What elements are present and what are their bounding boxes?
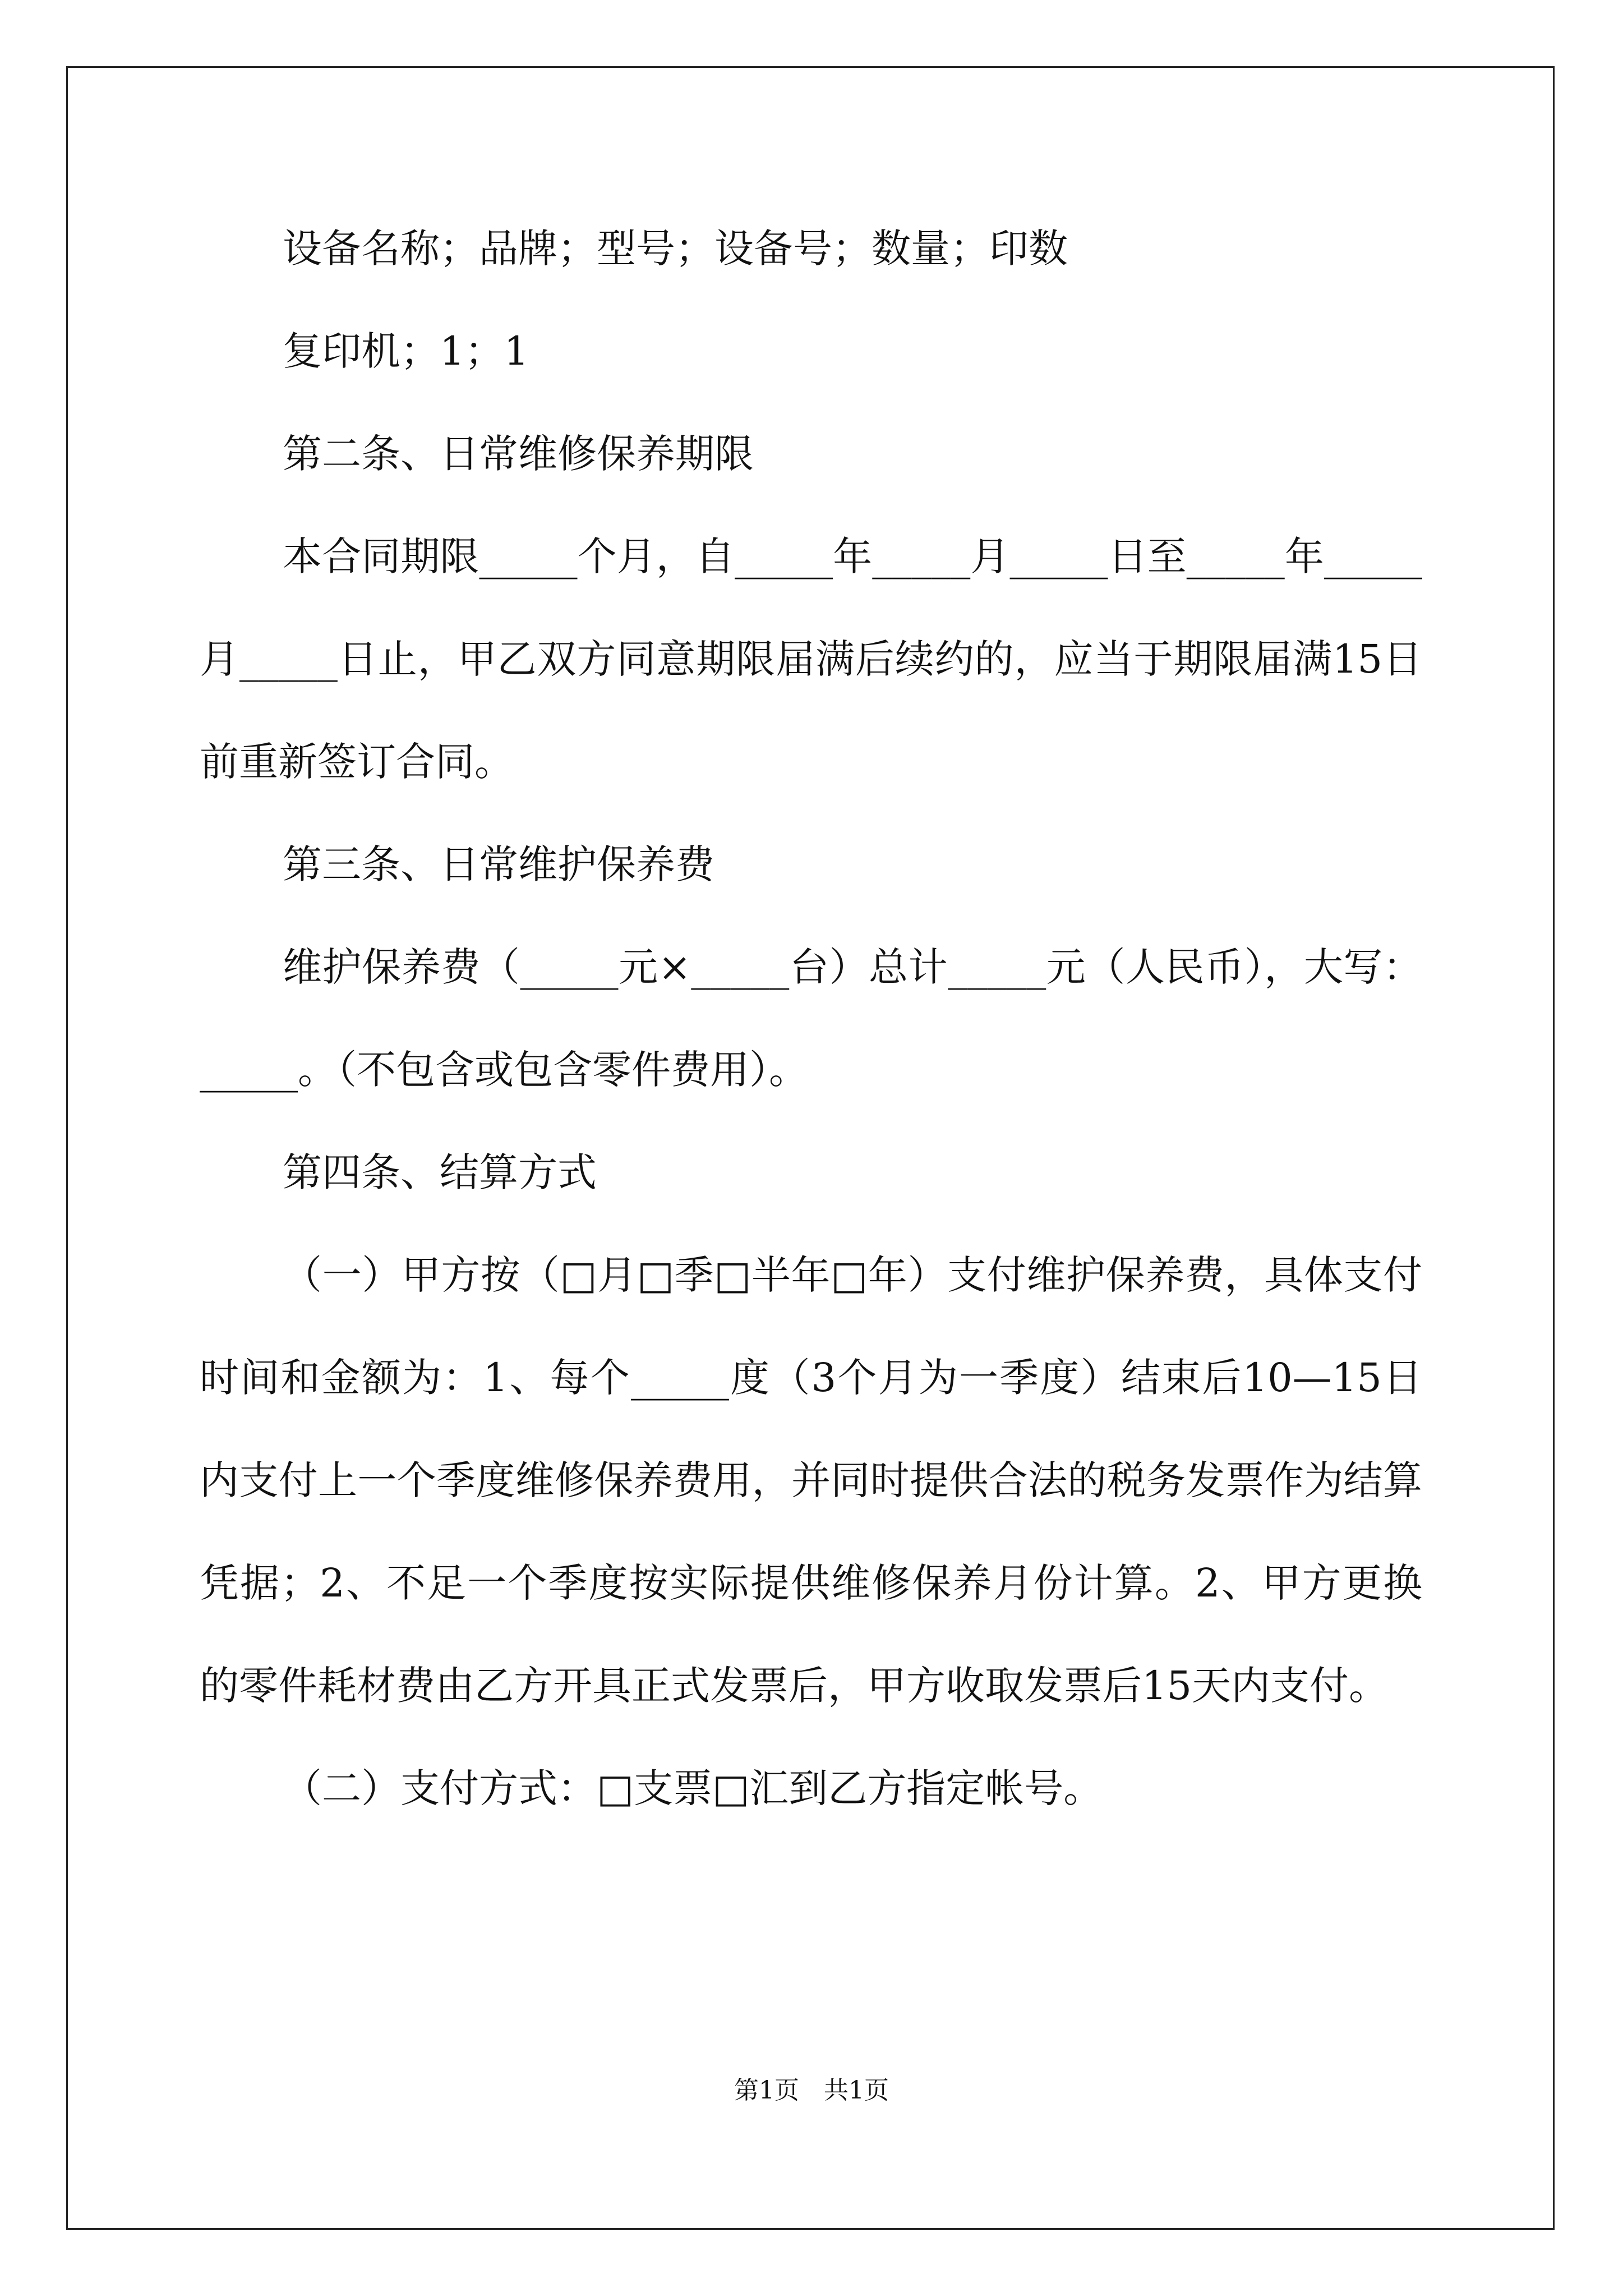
article-2-term-paragraph: 本合同期限_____个月，自_____年_____月_____日至_____年_____月_____日止，甲乙双方同意期限届满后续约的，应当于期限届满15日前重新签订合同。	[200, 533, 1422, 785]
article-2-heading: 第二条、日常维修保养期限	[283, 431, 754, 477]
article-3-fee-paragraph: 维护保养费（_____元×_____台）总计_____元（人民币），大写：_____。（不包含或包含零件费用）。	[200, 944, 1422, 1093]
document-body	[200, 197, 1422, 1840]
equipment-header-line: 设备名称；品牌；型号；设备号；数量；印数	[283, 226, 1068, 272]
equipment-row-copier: 复印机；1；1	[283, 328, 529, 374]
article-4-clause-2: （二）支付方式：□支票□汇到乙方指定帐号。	[283, 1765, 1103, 1811]
article-4-clause-1: （一）甲方按（□月□季□半年□年）支付维护保养费，具体支付时间和金额为：1、每个_____度（3个月为一季度）结束后10—15日内支付上一个季度维修保养费用，并同时提供合法的税务发票作为结算凭据；2、不足一个季度按实际提供维修保养月份计算。2、甲方更换的零件耗材费由乙方开具正式发票后，甲方收取发票后15天内支付。	[200, 1252, 1422, 1709]
article-4-heading: 第四条、结算方式	[283, 1149, 597, 1195]
article-3-heading: 第三条、日常维护保养费	[283, 841, 714, 887]
page-number-footer: 第1页 共1页	[734, 2076, 889, 2105]
